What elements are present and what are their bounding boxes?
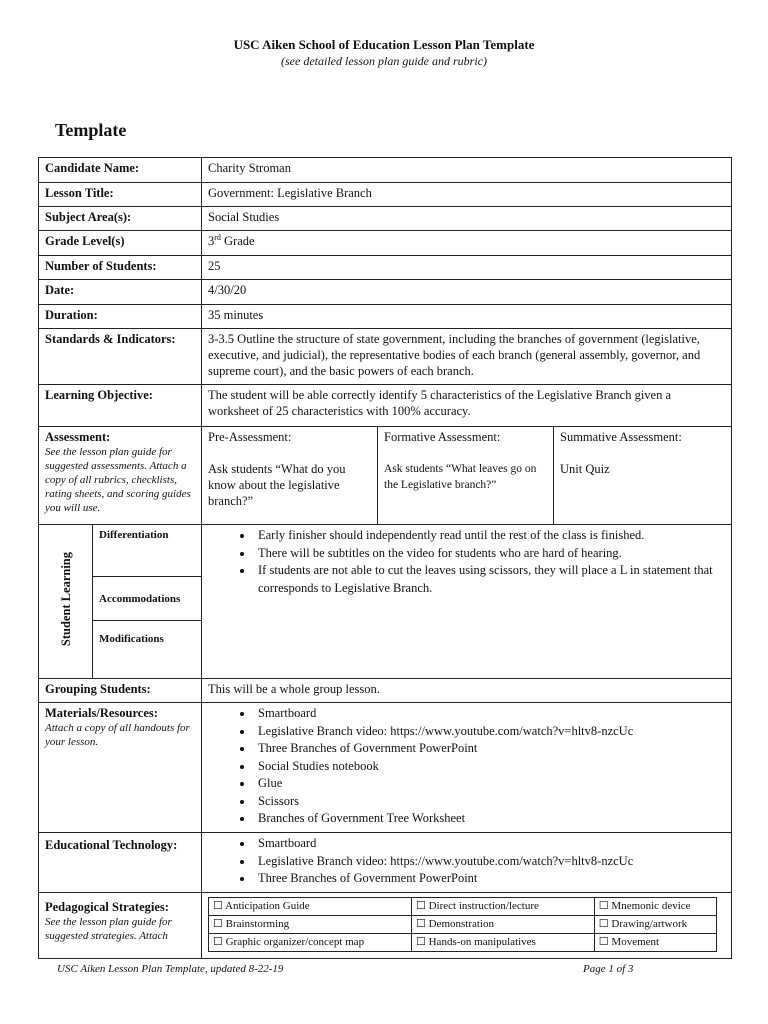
differentiation-label: Differentiation	[93, 525, 202, 577]
materials-note: Attach a copy of all handouts for your lesson.	[45, 722, 190, 748]
pedagogy-options-table	[208, 897, 717, 952]
candidate-value: Charity Stroman	[202, 158, 732, 183]
technology-label: Educational Technology:	[39, 833, 202, 893]
student-learning-cell	[39, 525, 93, 679]
grade-label: Grade Level(s)	[39, 231, 202, 256]
lesson-title-label: Lesson Title:	[39, 183, 202, 207]
students-label: Number of Students:	[39, 256, 202, 280]
date-value: 4/30/20	[202, 280, 732, 305]
checkbox-option[interactable]: ☐ Demonstration	[412, 916, 595, 934]
assessment-note: See the lesson plan guide for suggested assessments. Attach a copy of all rubrics, checklists, rating sheets, and scoring guides you will use.	[45, 446, 191, 514]
materials-list	[208, 705, 725, 828]
date-label: Date:	[39, 280, 202, 305]
student-learning-list	[208, 527, 725, 597]
materials-label: Materials/Resources:	[45, 706, 158, 720]
list-item: • Glue	[254, 775, 725, 793]
student-learning-content	[202, 525, 732, 679]
footer-page-number: Page 1 of 3	[583, 963, 634, 975]
duration-value: 35 minutes	[202, 305, 732, 329]
summative-assessment-text: Unit Quiz	[560, 462, 610, 476]
subject-label: Subject Area(s):	[39, 207, 202, 231]
assessment-label-cell	[39, 427, 202, 525]
grade-number: 3	[208, 234, 215, 248]
grade-value	[202, 231, 732, 256]
duration-label: Duration:	[39, 305, 202, 329]
checkbox-option[interactable]: ☐ Brainstorming	[209, 916, 412, 934]
objective-label: Learning Objective:	[39, 385, 202, 427]
summative-assessment-title: Summative Assessment:	[560, 430, 682, 444]
objective-value: The student will be able correctly identify 5 characteristics of the Legislative Branch given a worksheet of 25 characteristics with 100% accuracy.	[202, 385, 732, 427]
formative-assessment-cell	[378, 427, 554, 525]
checkbox-option[interactable]: ☐ Anticipation Guide	[209, 898, 412, 916]
standards-label: Standards & Indicators:	[39, 329, 202, 385]
pedagogy-options-cell	[202, 893, 732, 959]
list-item: • Smartboard	[254, 705, 725, 723]
formative-assessment-text: Ask students “What leaves go on the Legislative branch?”	[384, 463, 537, 491]
list-item: • Branches of Government Tree Worksheet	[254, 810, 725, 828]
checkbox-option[interactable]: ☐ Direct instruction/lecture	[412, 898, 595, 916]
lesson-plan-table	[38, 157, 732, 959]
subject-value: Social Studies	[202, 207, 732, 231]
materials-content	[202, 703, 732, 833]
list-item: • Three Branches of Government PowerPoint	[254, 740, 725, 758]
list-item: • Scissors	[254, 793, 725, 811]
list-item: • If students are not able to cut the leaves using scissors, they will place a L in statement that corresponds to Legislative Branch.	[254, 562, 725, 597]
technology-list	[208, 835, 725, 888]
summative-assessment-cell	[554, 427, 732, 525]
checkbox-option[interactable]: ☐ Drawing/artwork	[594, 916, 716, 934]
formative-assessment-title: Formative Assessment:	[384, 430, 501, 444]
checkbox-option[interactable]: ☐ Movement	[594, 934, 716, 952]
document-title: USC Aiken School of Education Lesson Plan Template	[233, 37, 535, 52]
lesson-title-value: Government: Legislative Branch	[202, 183, 732, 207]
footer-left: USC Aiken Lesson Plan Template, updated 8-22-19	[57, 963, 284, 975]
grouping-value: This will be a whole group lesson.	[202, 679, 732, 703]
list-item: • Three Branches of Government PowerPoint	[254, 870, 725, 888]
pedagogy-note: See the lesson plan guide for suggested strategies. Attach	[45, 916, 172, 942]
accommodations-label: Accommodations	[93, 577, 202, 621]
technology-content	[202, 833, 732, 893]
pedagogy-label-cell	[39, 893, 202, 959]
students-value: 25	[202, 256, 732, 280]
document-subtitle: (see detailed lesson plan guide and rubric)	[281, 54, 487, 68]
standards-value: 3-3.5 Outline the structure of state government, including the branches of government (legislative, executive, and judicial), the representative bodies of each branch (general assembly, governor, and supreme court), and the basic powers of each branch.	[202, 329, 732, 385]
list-item: • Social Studies notebook	[254, 758, 725, 776]
materials-label-cell	[39, 703, 202, 833]
list-item: • Smartboard	[254, 835, 725, 853]
list-item: • Early finisher should independently read until the rest of the class is finished.	[254, 527, 725, 545]
list-item: • There will be subtitles on the video for students who are hard of hearing.	[254, 545, 725, 563]
checkbox-option[interactable]: ☐ Hands-on manipulatives	[412, 934, 595, 952]
pedagogy-label: Pedagogical Strategies:	[45, 900, 169, 914]
student-learning-label: Student Learning	[58, 552, 73, 647]
assessment-label: Assessment:	[45, 430, 111, 444]
pre-assessment-title: Pre-Assessment:	[208, 430, 292, 444]
section-heading: Template	[55, 120, 127, 140]
pre-assessment-cell	[202, 427, 378, 525]
checkbox-option[interactable]: ☐ Graphic organizer/concept map	[209, 934, 412, 952]
list-item: • Legislative Branch video: https://www.youtube.com/watch?v=hltv8-nzcUc	[254, 853, 725, 871]
checkbox-option[interactable]: ☐ Mnemonic device	[594, 898, 716, 916]
modifications-label: Modifications	[93, 621, 202, 679]
grade-word: Grade	[220, 234, 255, 248]
grouping-label: Grouping Students:	[39, 679, 202, 703]
candidate-label: Candidate Name:	[39, 158, 202, 183]
list-item: • Legislative Branch video: https://www.youtube.com/watch?v=hltv8-nzcUc	[254, 723, 725, 741]
pre-assessment-text: Ask students “What do you know about the legislative branch?”	[208, 462, 346, 508]
grade-ordinal: rd	[214, 232, 221, 242]
